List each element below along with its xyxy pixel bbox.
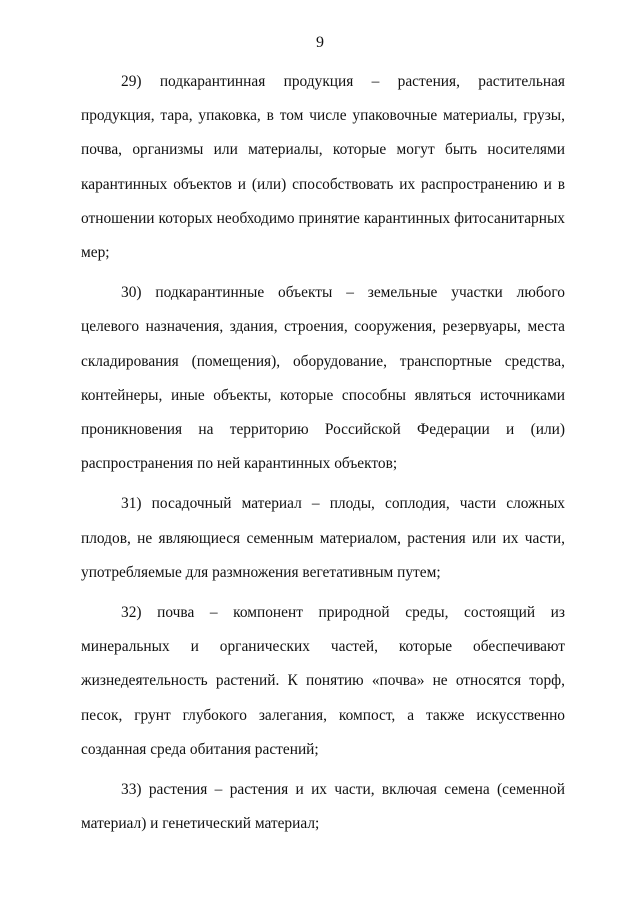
page-number: 9 (316, 34, 324, 51)
definition-paragraph-29: 29) подкарантинная продукция – растения, растительная продукция, тара, упаковка, в том числе упаковочные материалы, грузы, почва, организмы или материалы, которые могут быть носителями карантинных объектов и (или) способствовать их распространению и в отношении которых необходимо принятие карантинных фитосанитарных мер; (81, 73, 565, 262)
definition-paragraph-32: 32) почва – компонент природной среды, состоящий из минеральных и органических частей, которые обеспечивают жизнедеятельность растений. К понятию «почва» не относятся торф, песок, грунт глубокого залегания, компост, а также искусственно созданная среда обитания растений; (81, 604, 565, 758)
definition-paragraph-33: 33) растения – растения и их части, включая семена (семенной материал) и генетический материал; (81, 781, 565, 833)
document-body (81, 65, 565, 847)
definition-paragraph-31: 31) посадочный материал – плоды, соплодия, части сложных плодов, не являющиеся семенным материалом, растения или их части, употребляемые для размножения вегетативным путем; (81, 495, 565, 581)
definition-paragraph-30: 30) подкарантинные объекты – земельные участки любого целевого назначения, здания, строения, сооружения, резервуары, места складирования (помещения), оборудование, транспортные средства, контейнеры, иные объекты, которые способны являться источниками проникновения на территорию Российской Федерации и (или) распространения по ней карантинных объектов; (81, 284, 565, 473)
